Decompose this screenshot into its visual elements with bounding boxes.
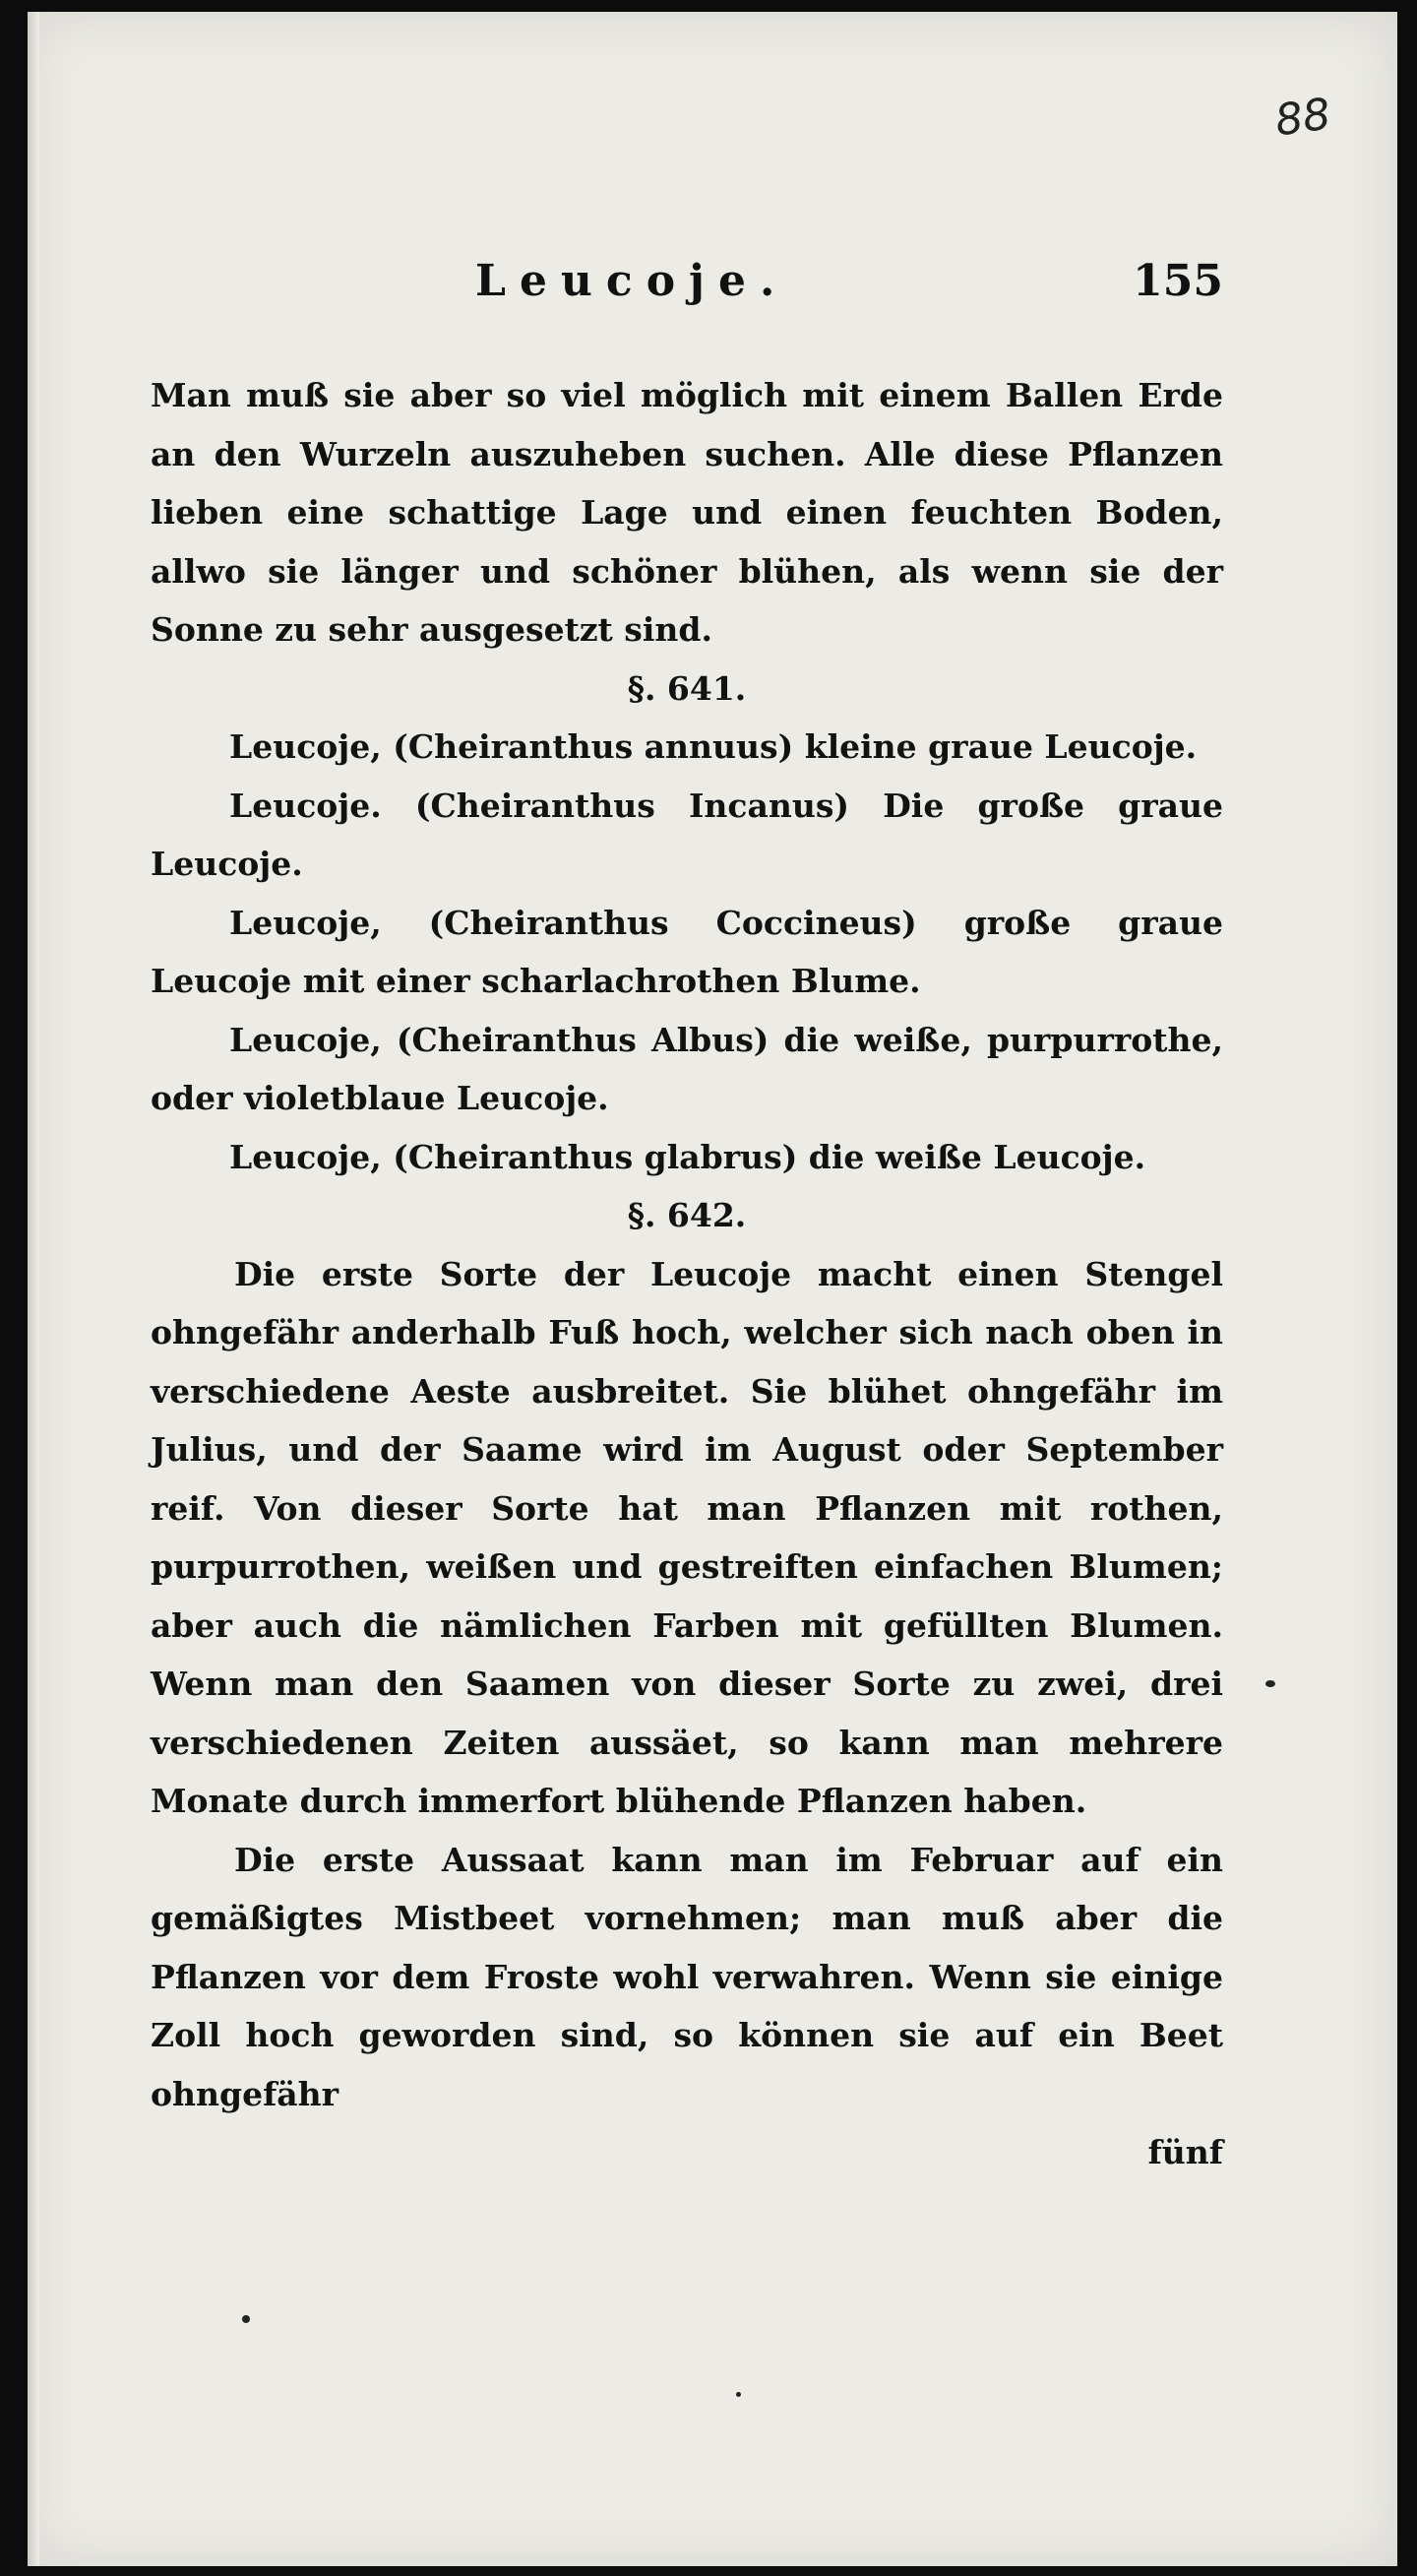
paragraph-1: Man muß sie aber so viel möglich mit einem Ballen Erde an den Wurzeln auszuheben suchen. Alle diese Pflanzen lieben eine schattige Lage und einen feuchten Boden, allwo sie länger und schöner blühen, als wenn sie der Sonne zu sehr ausgesetzt sind. bbox=[151, 376, 1223, 649]
section-heading-641: §. 641. bbox=[627, 668, 747, 708]
entry-cheiranthus-incanus: Leucoje. (Cheiranthus Incanus) Die große graue Leucoje. bbox=[151, 785, 1223, 883]
running-head-title: Leucoje. bbox=[475, 256, 789, 306]
running-head bbox=[475, 256, 1223, 306]
handwritten-folio-number: 88 bbox=[1271, 89, 1334, 147]
ink-speck bbox=[736, 2392, 741, 2397]
page-number: 155 bbox=[1133, 256, 1223, 306]
entry-cheiranthus-annuus: Leucoje, (Cheiranthus annuus) kleine graue Leucoje. bbox=[229, 727, 1198, 766]
entry-cheiranthus-glabrus: Leucoje, (Cheiranthus glabrus) die weiße Leucoje. bbox=[229, 1137, 1146, 1176]
catchword: fünf bbox=[1147, 2133, 1223, 2171]
ink-speck bbox=[1265, 1680, 1275, 1687]
section-heading-642: §. 642. bbox=[627, 1196, 747, 1234]
page-body bbox=[151, 366, 1223, 2182]
book-page bbox=[28, 12, 1397, 2566]
entry-cheiranthus-albus: Leucoje, (Cheiranthus Albus) die weiße, purpurrothe, oder violetblaue Leucoje. bbox=[151, 1020, 1223, 1117]
paragraph-3: Die erste Aussaat kann man im Februar auf ein gemäßigtes Mistbeet vornehmen; man muß aber die Pflanzen vor dem Froste wohl verwahren. Wenn sie einige Zoll hoch geworden sind, so können sie auf ein Beet ohngefähr bbox=[151, 1840, 1223, 2113]
paragraph-2: Die erste Sorte der Leucoje macht einen Stengel ohngefähr anderhalb Fuß hoch, welcher sich nach oben in verschiedene Aeste ausbreitet. Sie blühet ohngefähr im Julius, und der Saame wird im August oder September reif. Von dieser Sorte hat man Pflanzen mit rothen, purpurrothen, weißen und gestreiften einfachen Blumen; aber auch die nämlichen Farben mit gefüllten Blumen. Wenn man den Saamen von dieser Sorte zu zwei, drei verschiedenen Zeiten aussäet, so kann man mehrere Monate durch immerfort blühende Pflanzen haben. bbox=[151, 1254, 1223, 1820]
ink-speck bbox=[242, 2315, 250, 2323]
entry-cheiranthus-coccineus: Leucoje, (Cheiranthus Coccineus) große graue Leucoje mit einer scharlachrothen Blume. bbox=[151, 903, 1223, 1000]
